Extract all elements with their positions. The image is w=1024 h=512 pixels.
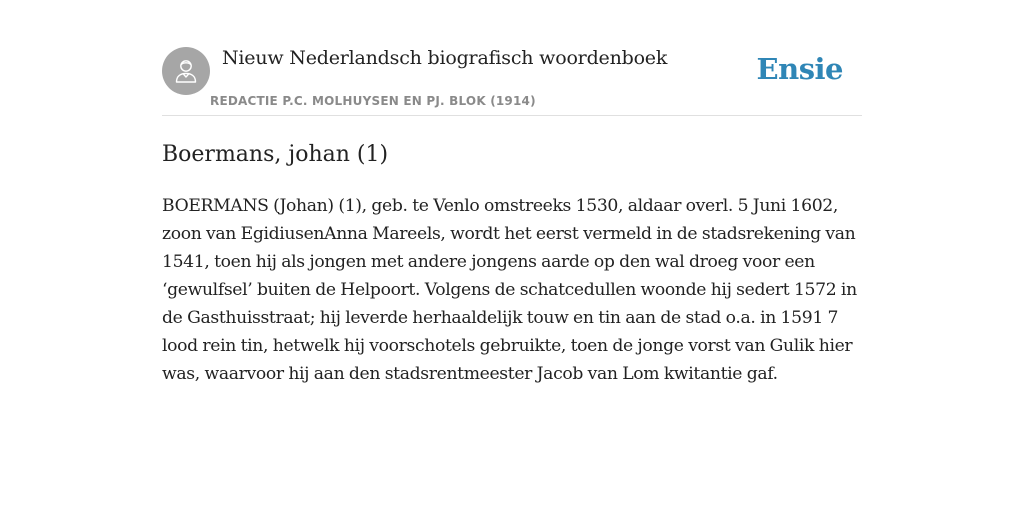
- source-title[interactable]: Nieuw Nederlandsch biografisch woordenboek: [222, 47, 668, 69]
- user-icon: [171, 56, 201, 86]
- entry-card: [162, 0, 862, 512]
- entry-body: BOERMANS (Johan) (1), geb. te Venlo omstreeks 1530, aldaar overl. 5 Juni 1602, zoon van EgidiusenAnna Mareels, wordt het eerst vermeld in de stadsrekening van 1541, toen hij als jongen met andere jongens aarde op den wal droeg voor een ‘gewulfsel’ buiten de Helpoort. Volgens de schatcedullen woonde hij sedert 1572 in de Gasthuisstraat; hij leverde herhaaldelijk touw en tin aan de stad o.a. in 1591 7 lood rein tin, hetwelk hij voorschotels gebruikte, toen de jonge vorst van Gulik hier was, waarvoor hij aan den stadsrentmeester Jacob van Lom kwitantie gaf.: [162, 196, 857, 384]
- source-header: [162, 0, 862, 116]
- source-editors: REDACTIE P.C. MOLHUYSEN EN PJ. BLOK (1914): [210, 94, 536, 108]
- brand-logo[interactable]: Ensie: [756, 52, 843, 86]
- entry-title: Boermans, johan (1): [162, 142, 389, 167]
- avatar: [162, 47, 210, 95]
